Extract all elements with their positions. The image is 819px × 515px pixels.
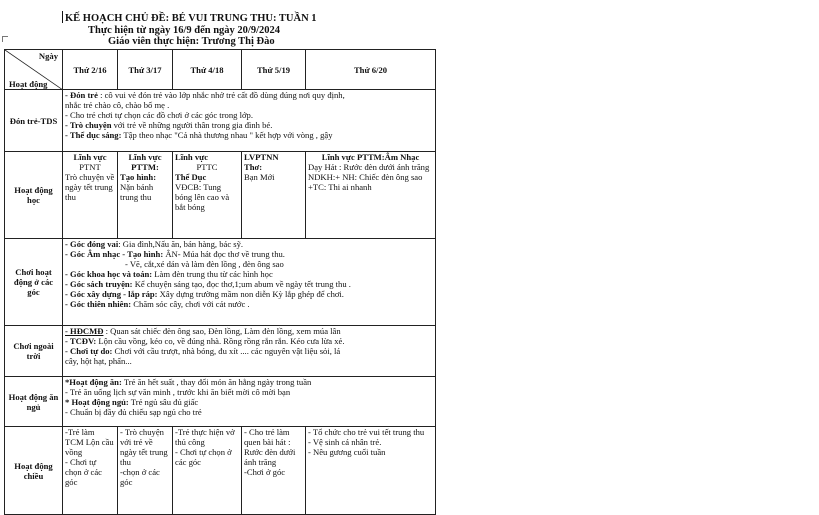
corner-cell — [5, 50, 63, 90]
row-chieu — [5, 427, 436, 515]
hoc-cell-thu: LVPTNN Thơ: Bạn Mới — [242, 152, 306, 239]
day-header-tue: Thứ 3/17 — [118, 50, 173, 90]
row-label-hoat-dong-hoc: Hoạt động học — [5, 152, 63, 239]
an-ngu-content: *Hoạt động ăn: Trẻ ăn hết suất , thay đổi món ăn hằng ngày trong tuần - Trẻ ăn uống lịch sự văn minh , trước khi ăn biết mời cô mời bạn * Hoạt động ngủ: Trẻ ngủ sâu đủ giấc - Chuẩn bị đầy đủ chiếu sạp ngủ cho trẻ — [63, 377, 436, 427]
corner-activity-label: Hoạt động — [9, 79, 48, 89]
row-label-chieu: Hoạt động chiều — [5, 427, 63, 515]
plan-teacher: Giáo viên thực hiện: Trương Thị Đào — [108, 36, 275, 47]
row-label-choi-ngoai-troi: Chơi ngoài trời — [5, 326, 63, 377]
row-label-don-tre: Đón trẻ-TDS — [5, 90, 63, 152]
hoc-cell-wed: Lĩnh vực PTTC Thể Dục VĐCB: Tung bóng lên cao và bắt bóng — [173, 152, 242, 239]
row-choi-goc — [5, 239, 436, 326]
day-header-thu: Thứ 5/19 — [242, 50, 306, 90]
plan-dates: Thực hiện từ ngày 16/9 đến ngày 20/9/2024 — [88, 25, 281, 36]
weekly-plan-table — [4, 49, 436, 515]
row-choi-ngoai-troi — [5, 326, 436, 377]
chieu-cell-mon: -Trẻ làm TCM Lộn cầu vồng - Chơi tự chọn ở các góc — [63, 427, 118, 515]
row-label-an-ngu: Hoạt động ăn ngủ — [5, 377, 63, 427]
row-label-choi-goc: Chơi hoạt động ở các góc — [5, 239, 63, 326]
chieu-cell-thu: - Cho trẻ làm quen bài hát : Rước đèn dưới ánh trăng -Chơi ở góc — [242, 427, 306, 515]
choi-goc-content: - Góc đóng vai: Gia đình,Nấu ăn, bán hàng, bác sỹ. - Góc Âm nhạc - Tạo hình: ÂN- Múa hát đọc thơ về trung thu. - Vẽ, cắt,xé dán và làm đèn lồng , đèn ông sao - Góc khoa học và toán: Làm đèn trung thu từ các hình học - Góc sách truyện: Kể chuyện sáng tạo, đọc thơ,1;um abum về ngày tết trung thu . - Góc xây dựng - lắp ráp: Xây dựng trường mầm non diễn Kỳ lắp ghép để chơi. - Góc thiên nhiên: Chăm sóc cây, chơi với cát nước . — [63, 239, 436, 326]
day-header-mon: Thứ 2/16 — [63, 50, 118, 90]
day-header-wed: Thứ 4/18 — [173, 50, 242, 90]
row-hoat-dong-hoc — [5, 152, 436, 239]
hoc-cell-tue: Lĩnh vực PTTM: Tạo hình: Nặn bánh trung thu — [118, 152, 173, 239]
chieu-cell-tue: - Trò chuyện với trẻ về ngày tết trung thu -chọn ở các góc — [118, 427, 173, 515]
corner-day-label: Ngày — [38, 51, 58, 61]
don-tre-content: - Đón trẻ : cô vui vẻ đón trẻ vào lớp nhắc nhở trẻ cất đồ dùng đúng nơi quy định, nhắc trẻ chào cô, chào bố mẹ . - Cho trẻ chơi tự chọn các đồ chơi ở các góc trong lớp. - Trò chuyện với trẻ về những người thân trong gia đình bé. - Thể dục sáng: Tập theo nhạc "Cả nhà thương nhau " kết hợp với vòng , gậy — [63, 90, 436, 152]
row-an-ngu — [5, 377, 436, 427]
corner-crop-mark — [2, 36, 8, 42]
plan-title: KẾ HOẠCH CHỦ ĐỀ: BÉ VUI TRUNG THU: TUẦN 1 — [62, 11, 362, 24]
choi-ngoai-troi-content: - HĐCMĐ : Quan sát chiếc đèn ông sao, Đèn lồng, Làm đèn lồng, xem múa lân - TCĐV: Lộn cầu vồng, kéo co, về đúng nhà. Rồng rồng rắn rắn. Kéo cưa lừa xẻ. - Chơi tự do: Chơi với cầu trượt, nhà bóng, đu xít .... các nguyên vật liệu sỏi, lá cây, hột hạt, phấn... — [63, 326, 436, 377]
hoc-cell-mon: Lĩnh vực PTNT Trò chuyện về ngày tết trung thu — [63, 152, 118, 239]
table-header-row — [5, 50, 436, 90]
row-don-tre — [5, 90, 436, 152]
chieu-cell-wed: -Trẻ thực hiện vở thủ công - Chơi tự chọn ở các góc — [173, 427, 242, 515]
day-header-fri: Thứ 6/20 — [306, 50, 436, 90]
hoc-cell-fri: Lĩnh vực PTTM:Âm Nhạc Dạy Hát : Rước đèn dưới ánh trăng NDKH:+ NH: Chiếc đèn ông sao +TC: Thi ai nhanh — [306, 152, 436, 239]
chieu-cell-fri: - Tổ chức cho trẻ vui tết trung thu - Vệ sinh cá nhân trẻ. - Nêu gương cuối tuần — [306, 427, 436, 515]
